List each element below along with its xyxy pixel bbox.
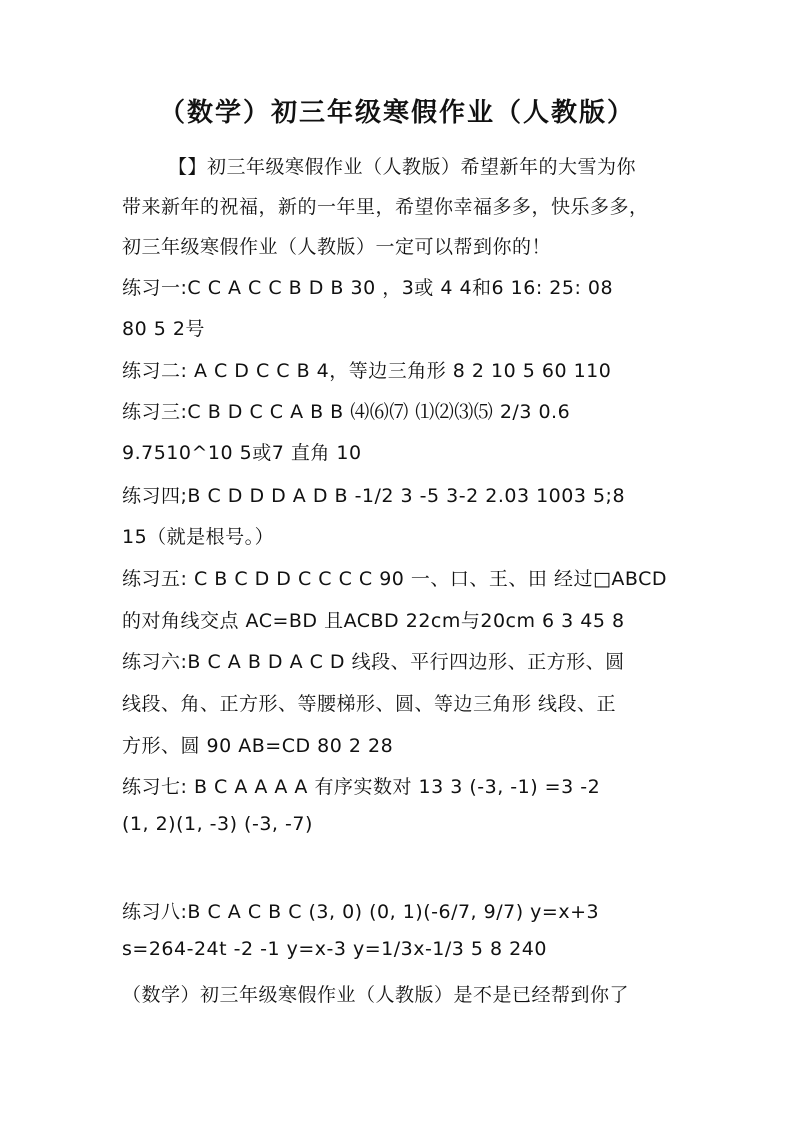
exercise-6-line-1: 练习六:B C A B D A C D 线段、平行四边形、正方形、圆: [122, 651, 625, 673]
exercise-4-line-1: 练习四;B C D D D A D B -1/2 3 -5 3-2 2.03 1003 5;8: [122, 485, 626, 507]
exercise-5-line-2: 的对角线交点 AC=BD 且ACBD 22cm与20cm 6 3 45 8: [122, 610, 625, 632]
intro-line-1: 【】初三年级寒假作业（人教版）希望新年的大雪为你: [168, 156, 637, 178]
document-title: （数学）初三年级寒假作业（人教版）: [158, 98, 635, 128]
exercise-7-line-2: (1, 2)(1, -3) (-3, -7): [122, 813, 313, 835]
intro-line-3: 初三年级寒假作业（人教版）一定可以帮到你的！: [122, 236, 552, 258]
exercise-6-line-3: 方形、圆 90 AB=CD 80 2 28: [122, 735, 394, 757]
intro-line-2: 带来新年的祝福，新的一年里，希望你幸福多多，快乐多多，: [122, 196, 649, 218]
exercise-6-line-2: 线段、角、正方形、等腰梯形、圆、等边三角形 线段、正: [122, 693, 617, 715]
exercise-3-line-1: 练习三:C B D C C A B B ⑷⑹⑺ ⑴⑵⑶⑸ 2/3 0.6: [122, 401, 571, 423]
exercise-1-line-2: 80 5 2号: [122, 318, 205, 340]
exercise-7-line-1: 练习七: B C A A A A 有序实数对 13 3 (-3, -1) =3 -2: [122, 776, 601, 798]
exercise-5-line-1: 练习五: C B C D D C C C C 90 一、口、王、田 经过□ABCD: [122, 568, 667, 590]
closing-line: （数学）初三年级寒假作业（人教版）是不是已经帮到你了: [122, 984, 630, 1006]
exercise-8-line-2: s=264-24t -2 -1 y=x-3 y=1/3x-1/3 5 8 240: [122, 938, 547, 960]
exercise-1-line-1: 练习一:C C A C C B D B 30 ，3或 4 4和6 16: 25: 08: [122, 277, 614, 299]
exercise-3-line-2: 9.7510^10 5或7 直角 10: [122, 442, 362, 464]
exercise-4-line-2: 15（就是根号。）: [122, 526, 275, 548]
exercise-2-line-1: 练习二: A C D C C B 4，等边三角形 8 2 10 5 60 110: [122, 360, 612, 382]
exercise-8-line-1: 练习八:B C A C B C (3, 0) (0, 1)(-6/7, 9/7) y=x+3: [122, 901, 600, 923]
